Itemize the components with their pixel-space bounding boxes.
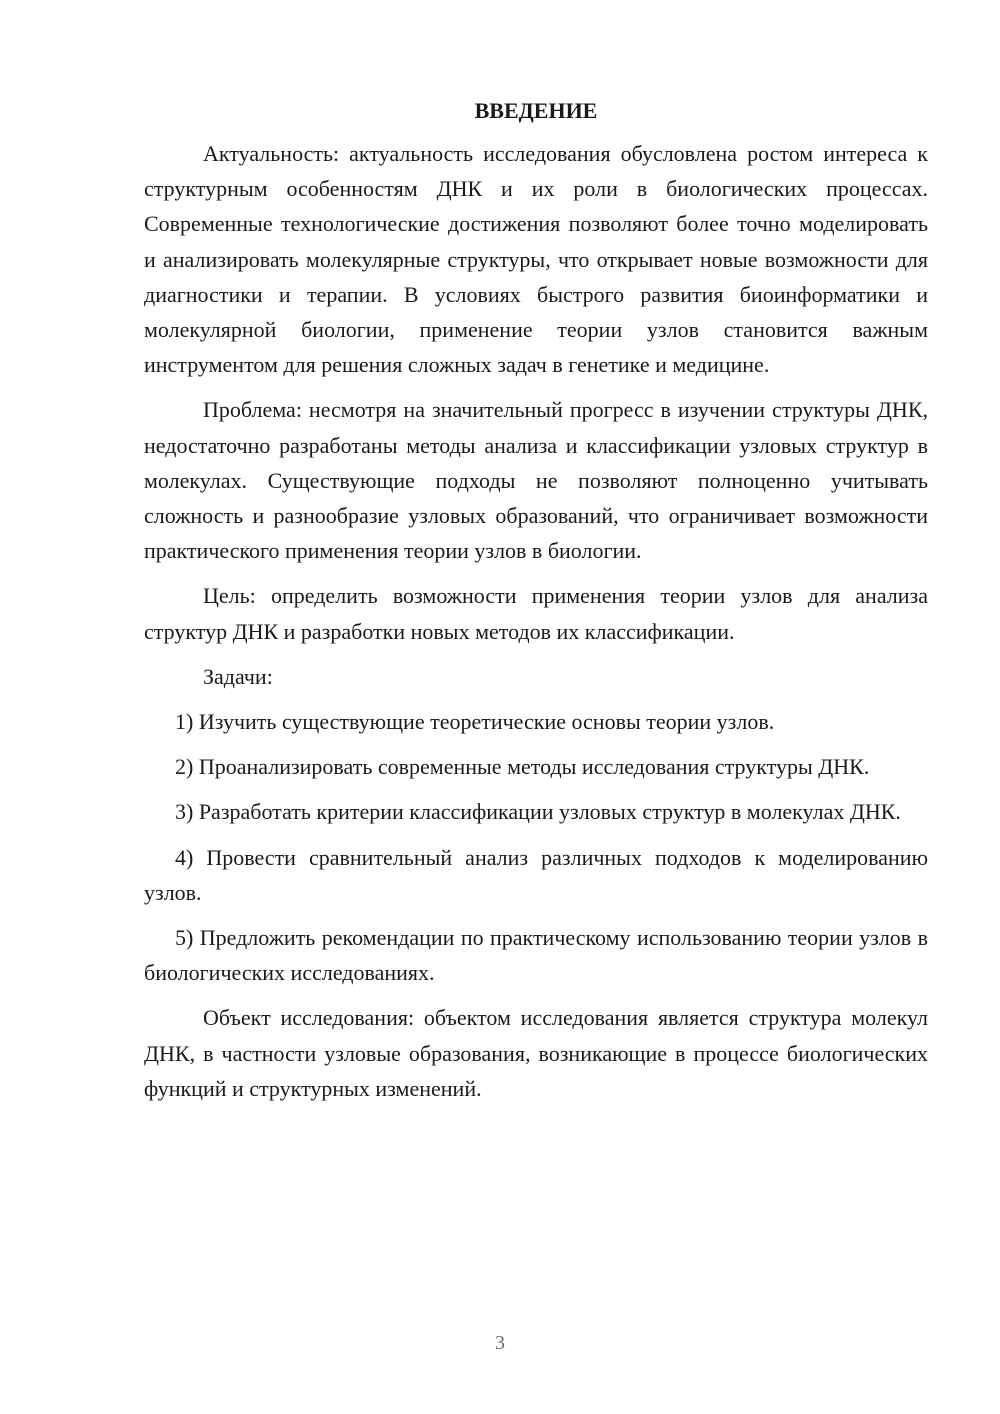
task-item: 1) Изучить существующие теоретические основы теории узлов.	[175, 709, 775, 735]
paragraph-problem: Проблема: несмотря на значительный прогресс в изучении структуры ДНК, недостаточно разработаны методы анализа и классификации узловых структур в молекулах. Существующие подходы не позволяют полноценно учитывать сложность и разнообразие узловых образований, что ограничивает возможности практического применения теории узлов в биологии.	[144, 397, 928, 564]
paragraph-object: Объект исследования: объектом исследования является структура молекул ДНК, в частности узловые образования, возникающие в процессе биологических функций и структурных изменений.	[144, 1005, 928, 1101]
section-heading: ВВЕДЕНИЕ	[474, 98, 598, 123]
task-item: 5) Предложить рекомендации по практическому использованию теории узлов в биологических исследованиях.	[144, 925, 928, 986]
task-item: 3) Разработать критерии классификации узловых структур в молекулах ДНК.	[175, 799, 901, 825]
tasks-label: Задачи:	[203, 663, 273, 689]
paragraph-goal: Цель: определить возможности применения теории узлов для анализа структур ДНК и разработки новых методов их классификации.	[144, 583, 928, 644]
page-number: 3	[495, 1332, 505, 1354]
paragraph-relevance: Актуальность: актуальность исследования обусловлена ростом интереса к структурным особенностям ДНК и их роли в биологических процессах. Современные технологические достижения позволяют более точно моделировать и анализировать молекулярные структуры, что открывает новые возможности для диагностики и терапии. В условиях быстрого развития биоинформатики и молекулярной биологии, применение теории узлов становится важным инструментом для решения сложных задач в генетике и медицине.	[144, 141, 928, 378]
task-item: 2) Проанализировать современные методы исследования структуры ДНК.	[175, 754, 870, 780]
task-item: 4) Провести сравнительный анализ различных подходов к моделированию узлов.	[144, 844, 928, 905]
